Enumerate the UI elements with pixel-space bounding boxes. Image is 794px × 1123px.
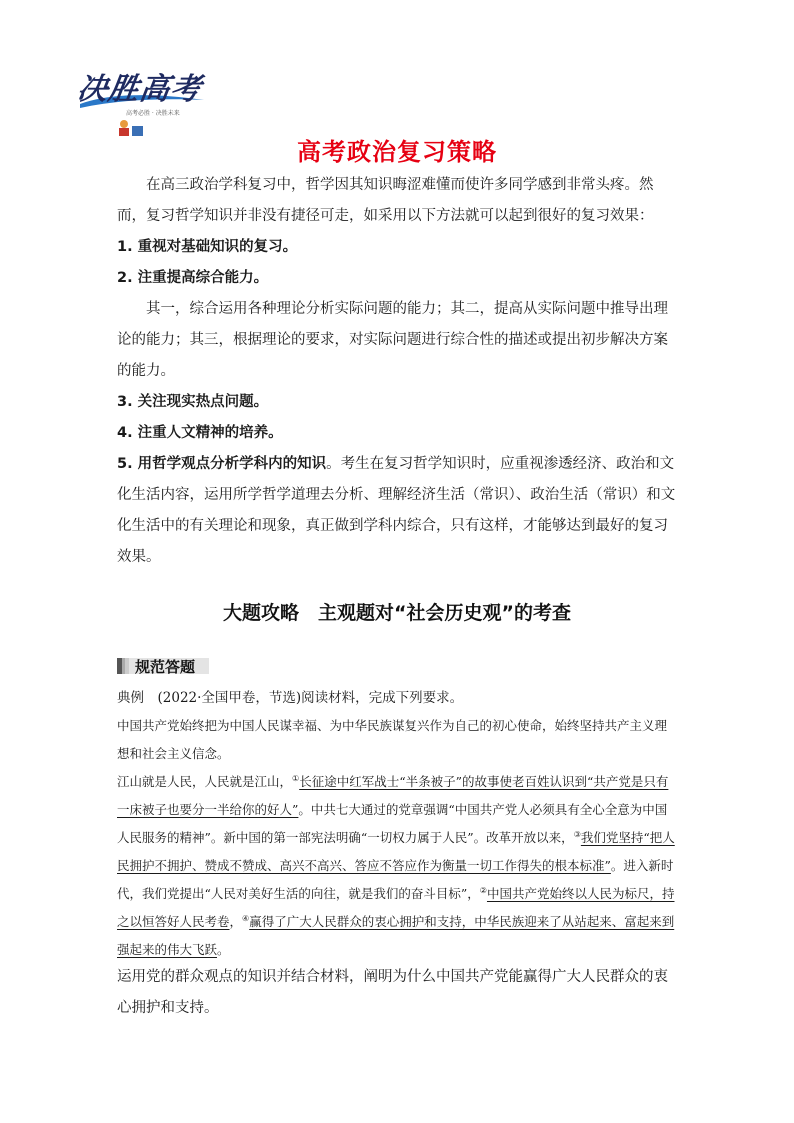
point-2-body: 其一，综合运用各种理论分析实际问题的能力；其二，提高从实际问题中推导出理论的能力；其三，根据理论的要求，对实际问题进行综合性的描述或提出初步解决方案的能力。: [117, 301, 668, 379]
marker-2: ②: [479, 885, 487, 895]
point-4: 4. 注重人文精神的培养。: [117, 425, 283, 441]
underlined-evidence-3: 我们党坚持“把人民拥护不拥护、赞成不赞成、高兴不高兴、答应不答应作为衡量一切工作得失的根本标准”: [117, 830, 675, 873]
example-question: 运用党的群众观点的知识并结合材料，阐明为什么中国共产党能赢得广大人民群众的衷心拥护和支持。: [117, 969, 668, 1016]
point-1: 1. 重视对基础知识的复习。: [117, 239, 298, 255]
underlined-evidence-2: 中国共产党始终以人民为标尺，持之以恒答好人民考卷: [117, 886, 675, 929]
underlined-evidence-4: 赢得了广大人民群众的衷心拥护和支持，中华民族迎来了从站起来、富起来到强起来的伟大飞跃: [117, 914, 675, 957]
brand-logo: [75, 60, 208, 138]
section-tag: [117, 655, 207, 677]
example-lead: 典例 (2022·全国甲卷，节选)阅读材料，完成下列要求。: [117, 690, 464, 706]
point-2: 2. 注重提高综合能力。: [117, 270, 269, 286]
page-title: 高考政治复习策略: [297, 138, 497, 166]
point-5: [117, 449, 677, 573]
tag-label: 规范答题: [135, 658, 196, 676]
marker-3: ③: [573, 829, 581, 839]
example-paragraph-1: 中国共产党始终把为中国人民谋幸福、为中华民族谋复兴作为自己的初心使命，始终坚持共产主义理想和社会主义信念。: [117, 718, 668, 761]
logo-subtext: 高考必胜 · 决胜未来: [126, 110, 180, 117]
marker-4: ④: [242, 913, 250, 923]
tag-bar-icon: [117, 658, 129, 674]
intro-paragraph: 在高三政治学科复习中，哲学因其知识晦涩难懂而使许多同学感到非常头疼。然而，复习哲学知识并非没有捷径可走，如采用以下方法就可以起到很好的复习效果：: [117, 177, 654, 224]
point-3: 3. 关注现实热点问题。: [117, 394, 269, 410]
section-subtitle: 大题攻略 主观题对“社会历史观”的考查: [223, 602, 571, 624]
marker-1: ①: [292, 773, 300, 783]
underlined-evidence-1: 长征途中红军战士“半条被子”的故事使老百姓认识到“共产党是只有一床被子也要分一半给你的好人”: [117, 774, 669, 817]
logo-text: 决胜高考: [75, 72, 204, 107]
point-5-body: 。考生在复习哲学知识时，应重视渗透经济、政治和文化生活内容，运用所学哲学道理去分析、理解经济生活（常识）、政治生活（常识）和文化生活中的有关理论和现象，真正做到学科内综合，只有这样，才能够达到最好的复习效果。: [117, 456, 676, 565]
example-paragraph-2: 江山就是人民，人民就是江山，①长征途中红军战士“半条被子”的故事使老百姓认识到“共产党是只有一床被子也要分一半给你的好人”。中共七大通过的党章强调“中国共产党人必须具有全心全意为中国人民服务的精神”。新中国的第一部宪法明确“一切权力属于人民”。改革开放以来，③我们党坚持“把人民拥护不拥护、赞成不赞成、高兴不高兴、答应不答应作为衡量一切工作得失的根本标准”。进入新时代，我们党提出“人民对美好生活的向往，就是我们的奋斗目标”，②中国共产党始终以人民为标尺，持之以恒答好人民考卷，④赢得了广大人民群众的衷心拥护和支持，中华民族迎来了从站起来、富起来到强起来的伟大飞跃。: [117, 773, 675, 957]
point-5-heading: 5. 用哲学观点分析学科内的知识: [117, 456, 327, 472]
